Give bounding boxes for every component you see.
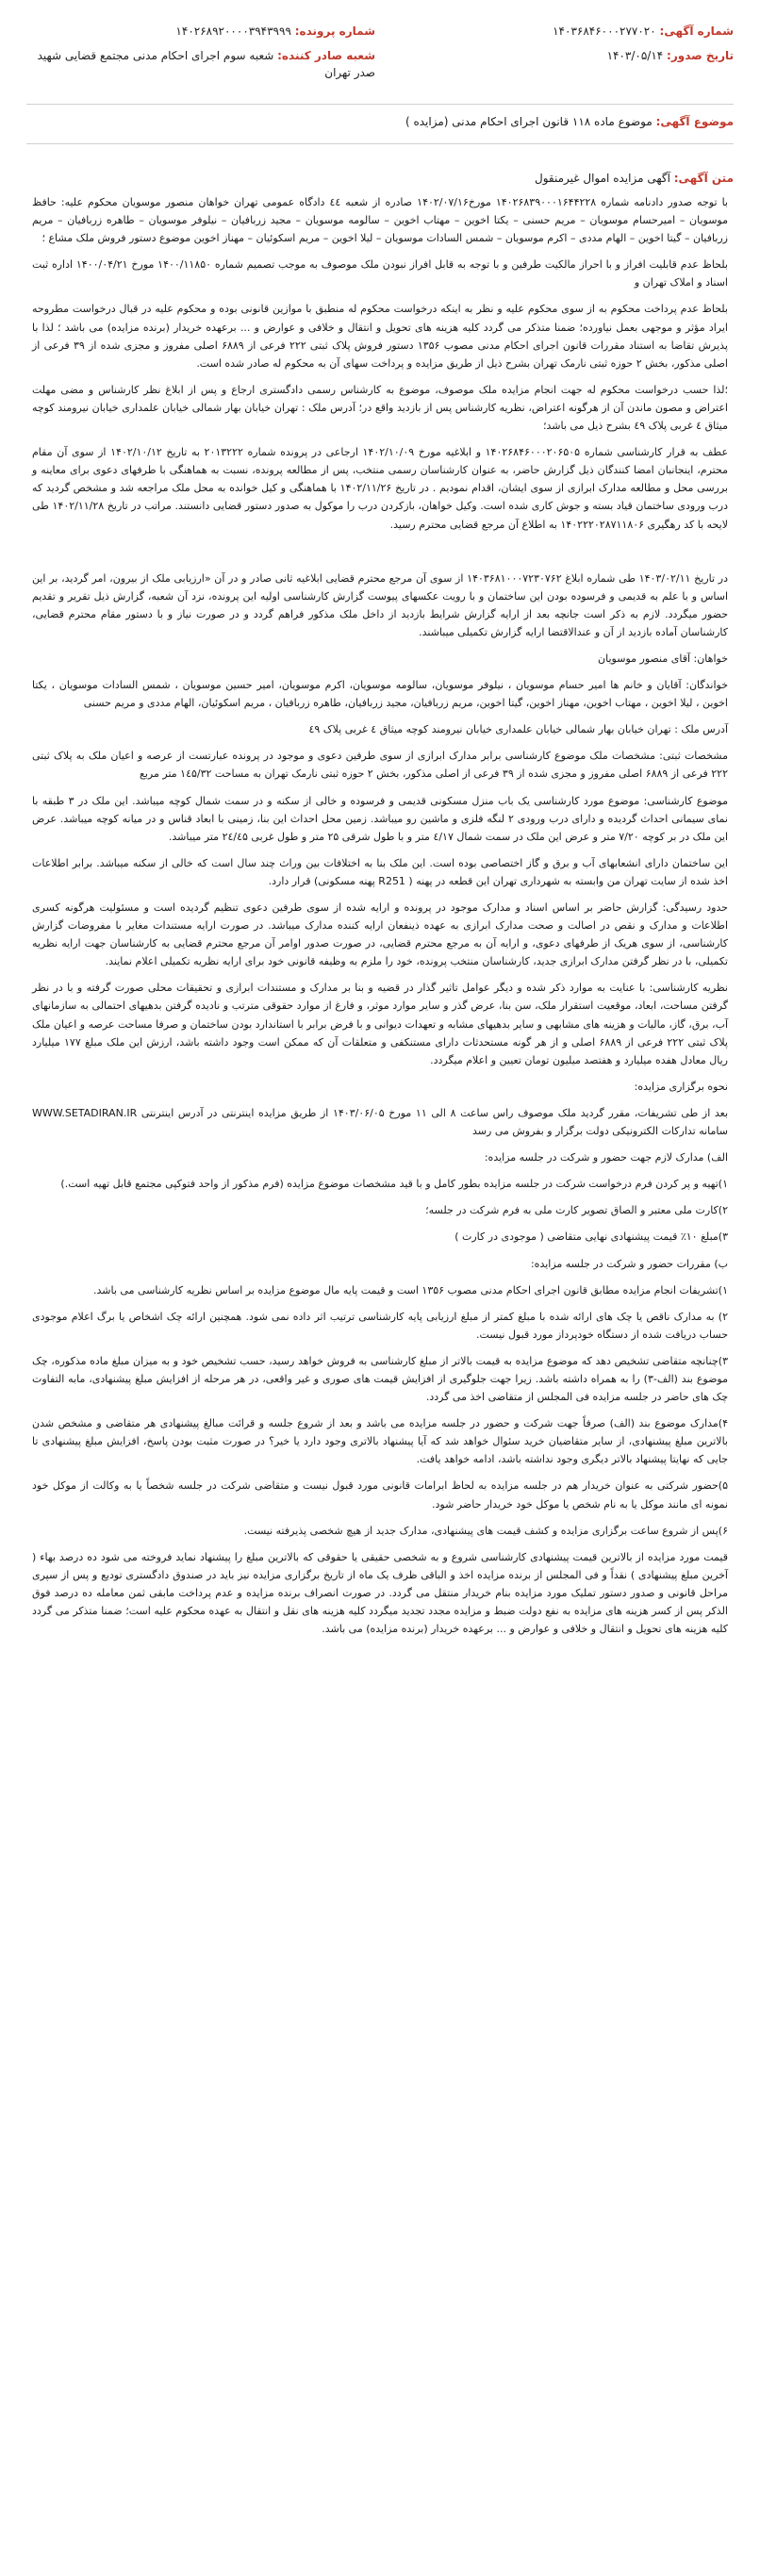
paragraph-docs-3: ۳)مبلغ ۱۰٪ قیمت پیشنهادی نهایی متقاضی ( موجودی در کارت ) <box>454 1230 728 1244</box>
text-label: متن آگهی: <box>673 172 734 185</box>
header-right-column <box>385 19 734 68</box>
paragraph-expert-visit: عطف به قرار کارشناسی شماره ۱۴۰۲۶۸۴۶۰۰۰۲۰۶۵۰۵ و ابلاغیه مورخ ۱۴۰۲/۱۰/۰۹ ارجاعی در پرونده شماره ۲۰۱۳۲۲۲ به تاریخ ۱۴۰۲/۱۰/۱۲ از سوی آن مقام محترم، اینجانبان امضا کنندگان ذیل گزارش حاضر، به عنوان کارشناسان رسمی منتخب، پس از مطالعه پرونده، نسبت به هماهنگی با طرفهای دعوی برای معاینه و بررسی محل و مطالعه مدارک ابرازی از سوی ایشان، اقدام نمودیم . در تاریخ ۱۴۰۲/۱۱/۲۶ با هماهنگی و کیل خوانده به محل ملک مراجعه شد و مشخص گردید که درب ورودی ساختمان قیاد بسته و جوش کاری شده است. وکیل خواهان، بازکردن درب را موکول به صدور دستور قضایی دانستند. مراتب در تاریخ ۱۴۰۲/۱۱/۲۸ طی لایحه با کد رهگیری ۱۴۰۲۲۲۰۲۸۷۱۱۸۰۶ به اطلاع آن مرجع قضایی محترم رسید. <box>32 446 729 531</box>
paragraph-expert-referral: ؛لذا حسب درخواست محکوم له جهت انجام مزایده ملک موصوف، موضوع به کارشناس رسمی دادگستری ارجاع و پس از ابلاغ نظر کارشناس و مضی مهلت اعتراض و مصون ماندن آن از هرگونه اعتراض، نظریه کارشناس پس از بازدید واقع در؛ آدرس ملک : تهران خیابان بهار شمالی خیابان علمداری خیابان نیرومند کوچه میثاق ٤ غربی پلاک ٤۹ بشرح ذیل می باشد؛ <box>32 383 728 433</box>
paragraph-sale-order: بلحاظ عدم پرداخت محکوم به از سوی محکوم علیه و نظر به اینکه درخواست محکوم له منطبق با موازین قانونی بوده و محکوم علیه در قبال درخواست مطروحه ایراد مؤثر و موجهی بعمل نیاورده؛ ضمنا متذکر می گردد کلیه هزینه های تحویل و انتقال و خلافی و عوارض و ... برعهده خریدار (برنده مزایده) می باشد ؛ لذا با پذیرش تقاضا به استناد مقررات قانون اجرای احکام مدنی مصوب ۱۳۵۶ دستور فروش پلاک ثبتی ۲۲۲ فرعی از ۶۸۸۹ اصلی مفروز و مجزی شده از ۳۹ فرعی از اصلی مذکور، بخش ۲ حوزه ثبتی نارمک تهران بشرح ذیل از طریق مزایده و پرداخت سهای آن به محکوم له صادر شده است. <box>32 303 728 370</box>
subject-text: موضوع ماده ۱۱۸ قانون اجرای احکام مدنی (مزایده ) <box>405 115 653 128</box>
subject-divider <box>26 143 734 144</box>
paragraph-address: آدرس ملک : تهران خیابان بهار شمالی خیابان علمداری خیابان نیرومند کوچه میثاق ٤ غربی پلاک ٤۹ <box>308 723 728 736</box>
paragraph-verdict: با توجه صدور دادنامه شماره ۱۴۰۲۶۸۳۹۰۰۰۱۶۴۴۲۲۸ مورخ۱۴۰۲/۰۷/۱۶ صادره از شعبه ٤٤ دادگاه عمومی تهران خواهان منصور موسویان محکوم علیه: حافظ موسویان – امیرحسام موسویان – مریم حسنی – یکتا اخوین – مهتاب اخوین – سالومه موسویان – مجید زربافیان – نیلوفر موسویان – طاهره زربافیان – مریم زربافیان – گیتا اخوین – الهام مددی – اکرم موسویان – شمس السادات موسویان – لیلا اخوین – مریم اسکوئیان – مهناز اخوین موضوع دستور فروش ملک مشاع ؛ <box>32 196 728 245</box>
issue-date: ۱۴۰۳/۰۵/۱۴ <box>606 49 664 62</box>
issuing-branch: شعبه سوم اجرای احکام مدنی مجتمع قضایی شهید صدر تهران <box>37 49 375 79</box>
subject-label: موضوع آگهی: <box>655 115 734 128</box>
header-divider <box>26 104 734 105</box>
paragraph-partition: بلحاظ عدم قابلیت افراز و با احراز مالکیت طرفین و با توجه به قابل افراز نبودن ملک موصوف به موجب تصمیم شماره ۱۴۰۰/۱۱۸۵۰ مورخ ۱۴۰۰/۰۴/۲۱ اداره ثبت اسناد و املاک تهران و <box>32 258 728 289</box>
header-left-column <box>26 19 375 81</box>
paragraph-rules-6: ۶)پس از شروع ساعت برگزاری مزایده و کشف قیمت های پیشنهادی، مدارک جدید از هیچ شخصی پذیرفته نیست. <box>243 1524 728 1537</box>
notice-title: آگهی مزایده اموال غیرمنقول <box>535 172 670 185</box>
paragraph-utilities: این ساختمان دارای انشعابهای آب و برق و گاز اختصاصی بوده است. این ملک بنا به اختلافات بین وراث چند سال است که خالی از سکنه میباشد. برابر اطلاعات اخذ شده از سایت تهران من وابسته به شهرداری تهران این قطعه در پهنه ( R251 پهنه مسکونی) قرار دارد. <box>32 856 728 887</box>
paragraph-defendants: خواندگان: آقایان و خانم ها امیر حسام موسویان ، نیلوفر موسویان، سالومه موسویان، اکرم موسویان، امیر حسین موسویان ، شمس السادات موسویان ، یکتا اخوین ، لیلا اخوین ، مهتاب اخوین، مهناز اخوین، گیتا اخوین، مریم زربافیان، مجید زربافیان، طاهره زربافیان ، مریم اسکوئیان، الهام مددی و مریم حسنی <box>32 679 728 710</box>
paragraph-rules-4: ۴)مدارک موضوع بند (الف) صرفاً جهت شرکت و حضور در جلسه مزایده می باشد و بعد از شروع جلسه و قرائت مبالغ پیشنهادی هر متقاضی و مشخص شدن بالاترین مبلغ پیشنهادی، از سایر متقاضیان خرید سئوال خواهد شد که آیا پیشنهاد بالاتری وجود دارد یا خیر؟ در صورت مثبت بودن پاسخ، افزایش مبلغ پیشنهادی تا جایی که نهایتا پیشنهاد بالاتر دیگری وجود نداشته باشد، ادامه خواهد یافت. <box>32 1417 728 1466</box>
paragraph-auction-time: بعد از طی تشریفات، مقرر گردید ملک موصوف راس ساعت ۸ الی ۱۱ مورخ ۱۴۰۳/۰۶/۰۵ از طریق مزایده اینترنتی در آدرس اینترنتی WWW.SETADIRAN.IR سامانه تدارکات الکترونیکی دولت برگزار و بفروش می رسد <box>32 1106 729 1138</box>
paragraph-rules-3: ۳)چنانچه متقاضی تشخیص دهد که موضوع مزایده به قیمت بالاتر از مبلغ کارشناسی به فروش خواهد رسید، حسب تشخیص خود و به میزان مبلغ ماده مذکوره، چک موضوع بند (الف-۳) را به همراه داشته باشد. زیرا جهت جلوگیری از افزایش قیمت های صوری و غیر واقعی، در هر مرحله از افزایش مبلغ پیشنهادی، مابه التفاوت چک های حاضر در جلسه مزایده فی المجلس از متقاضی اخذ می گردد. <box>32 1354 728 1404</box>
paragraph-rules-5: ۵)حضور شرکتی به عنوان خریدار هم در جلسه مزایده به لحاظ ابرامات قانونی مورد قبول نیست و متقاضی شرکت در جلسه شخصاً یا به وکالت از موکل خود نمونه ای مانند موکل یا به نام شخص یا موکل خود خریدار حاضر شود. <box>32 1479 728 1511</box>
issue-date-label: تاریخ صدور: <box>667 49 734 62</box>
notice-header <box>26 19 734 113</box>
subject-block <box>26 111 734 132</box>
paragraph-second-notice: در تاریخ ۱۴۰۳/۰۲/۱۱ طی شماره ابلاغ ۱۴۰۳۶۸۱۰۰۰۷۲۳۰۷۶۲ از سوی آن مرجع محترم قضایی ابلاغیه ثانی صادر و در آن «ارزیابی ملک از بیرون، امر گردید، بر این اساس و با علم به قدیمی و فرسوده بودن این ساختمان و با رویت عکسهای پیوست گزارش کارشناسی اولیه این پرونده، نزد آن شعبه، گزارش ذیل تقریر و تقدیم حضور میگردد. لازم به ذکر است جانچه بعد از ارایه گزارش شرایط بازدید از داخل ملک مذکور فراهم گردد و در صورت نیاز و با دستور مقام محترم قضایی، کارشناسان آماده بازدید از آن و عندالاقتضا ارایه گزارش تکمیلی میباشند. <box>32 571 728 638</box>
paragraph-docs-heading: الف) مدارک لازم جهت حضور و شرکت در جلسه مزایده: <box>484 1151 728 1164</box>
notice-body <box>32 193 728 1646</box>
paragraph-docs-2: ۲)کارت ملی معتبر و الصاق تصویر کارت ملی به فرم شرکت در جلسه؛ <box>425 1204 728 1217</box>
issuing-branch-label: شعبه صادر کننده: <box>277 49 375 62</box>
paragraph-expert-opinion: نظریه کارشناسی: با عنایت به موارد ذکر شده و دیگر عوامل تاثیر گذار در قضیه و بنا بر مدارک و مستندات ابرازی و تحقیقات محلی صورت گرفته و با در نظر گرفتن مساحت، ابعاد، موقعیت استقرار ملک، سن بنا، عرض گذر و سایر موارد موثر، و فارغ از موارد حقوقی مترتب و نادیده گرفتن بدهیهای احتمالی به سازمانهای آب، برق، گاز، مالیات و هزینه های مشابهی و سایر بدهیهای مشابه و تعهدات دیوانی و با فرض برابر با استاندارد بودن ساختمان و صرفا مساحت عرصه و اعیان ملک پلاک ثبتی ۲۲۲ فرعی از ۶۸۸۹ اصلی و از هر گونه مستحدثات دارای مستنکفی و متعلقات آن که ممکن است وجود داشته باشد، ارزش این ملک مبلغ ۱۷۷ میلیارد ریال معادل هفده میلیارد و هفتصد میلیون تومان تعیین و اعلام میگردد. <box>32 982 728 1066</box>
paragraph-registration: مشخصات ثبتی: مشخصات ملک موضوع کارشناسی برابر مدارک ابرازی از سوی طرفین دعوی و موجود در پرونده عبارتست از عرصه و اعیان ملک به پلاک ثبتی ۲۲۲ فرعی از ۶۸۸۹ اصلی مفروز و مجزی شده از ۳۹ فرعی از اصلی مذکور، بخش ۲ حوزه ثبتی نارمک تهران به مساحت ۱٤۵/۳۲ متر مربع <box>32 750 728 781</box>
paragraph-auction-heading: نحوه برگزاری مزایده: <box>634 1080 728 1093</box>
paragraph-subject: موضوع کارشناسی: موضوع مورد کارشناسی یک باب منزل مسکونی قدیمی و فرسوده و خالی از سکنه و در سمت شمال کوچه میباشد. این ملک در ۳ طبقه با نمای سیمانی احداث گردیده و دارای درب ورودی ۲ لنگه فلزی و ماشین رو میباشد. زمین محل احداث این بنا، زمینی با ابعاد قناس و در میانه کوچه میباشد. عرض این ملک در بر کوچه ۷/۲۰ متر و عرض این ملک در سمت شمال ٤/۱۷ متر و با طول شرقی ۲۵ متر و طول غربی ۲٤/٤۵ متر میباشد. <box>32 794 728 843</box>
paragraph-final-terms: قیمت مورد مزایده از بالاترین قیمت پیشنهادی کارشناسی شروع و به شخصی حقیقی یا حقوقی که بالاترین مبلغ را پیشنهاد نماید فروخته می شود ده درصد بهاء ( آخرین مبلغ پیشنهادی ) نقداً و فی المجلس از برنده مزایده اخذ و الباقی ظرف یک ماه از تاریخ برگزاری مزایده نیز باید در صندوق دادگستری تودیع و پس از سپری مراحل قانونی و صدور دستور تملیک مورد مزایده بنام خریدار منتقل می گردد. در صورت انصراف برنده مزایده و عدم پرداخت مابقی ثمن معامله ده درصد فوق الذکر پس از کسر هزینه های مزایده به نفع دولت ضبط و مزایده مجدد تجدید میگردد کلیه هزینه های نقل و انتقال به عهده محکوم علیه است؛ ضمنا متذکر می گردد کلیه هزینه های تحویل و انتقال و خلافی و عوارض و ... برعهده خریدار (برنده مزایده) می باشد. <box>32 1550 728 1636</box>
paragraph-rules-heading: ب) مقررات حضور و شرکت در جلسه مزایده: <box>530 1257 728 1270</box>
notice-text-heading <box>26 168 734 189</box>
notice-number-label: شماره آگهی: <box>659 25 734 38</box>
paragraph-docs-1: ۱)تهیه و پر کردن فرم درخواست شرکت در جلسه مزایده بطور کامل و با قید مشخصات موضوع مزایده (فرم مذکور از واحد فتوکپی مجتمع قابل تهیه است.) <box>60 1178 728 1191</box>
paragraph-rules-2: ۲) به مدارک ناقص یا چک های ارائه شده با مبلغ کمتر از مبلغ ارزیابی پایه کارشناسی ترتیب اثر داده نمی شود. همچنین ارائه چک اشخاص یا برگ اعلام موجودی حساب دریافت شده از دستگاه خودپرداز مورد قبول نیست. <box>32 1310 728 1341</box>
file-number: ۱۴۰۲۶۸۹۲۰۰۰۰۳۹۴۳۹۹۹ <box>175 25 291 38</box>
file-number-label: شماره پرونده: <box>294 25 375 38</box>
notice-number: ۱۴۰۳۶۸۴۶۰۰۰۲۷۷۰۲۰ <box>553 25 656 38</box>
paragraph-scope: حدود رسیدگی: گزارش حاضر بر اساس اسناد و مدارک موجود در پرونده و ارایه شده از سوی طرفین دعوی تنظیم گردیده است و مسئولیت هرگونه کسری اطلاعات و مدارک و نقص در اصالت و صحت مدارک ابرازی به عهده ذینفعان ارایه کننده مدارک میباشد. در صورت ارایه مستندات مغایر با مفروضات گزارش کارشناسی، از سوی هریک از طرفهای دعوی، و ارایه آن به مرجع محترم قضایی، در صورت صدور اوامر آن مرجع محترم قضایی به کارشناسان جهت ارایه نظریه تکمیلی، با در نظر گرفتن مدارک ابرازی جدید، کارشناسان منتخب پرونده، خود را ملزم به وظیفه قانونی خود برای ارایه نظریه تکمیلی اعلام نمایند. <box>32 901 728 968</box>
paragraph-plaintiff: خواهان: آقای منصور موسویان <box>598 652 728 665</box>
paragraph-rules-1: ۱)تشریفات انجام مزایده مطابق قانون اجرای احکام مدنی مصوب ۱۳۵۶ است و قیمت پایه مال موضوع مزایده بر اساس نظریه کارشناسی می باشد. <box>93 1283 728 1296</box>
